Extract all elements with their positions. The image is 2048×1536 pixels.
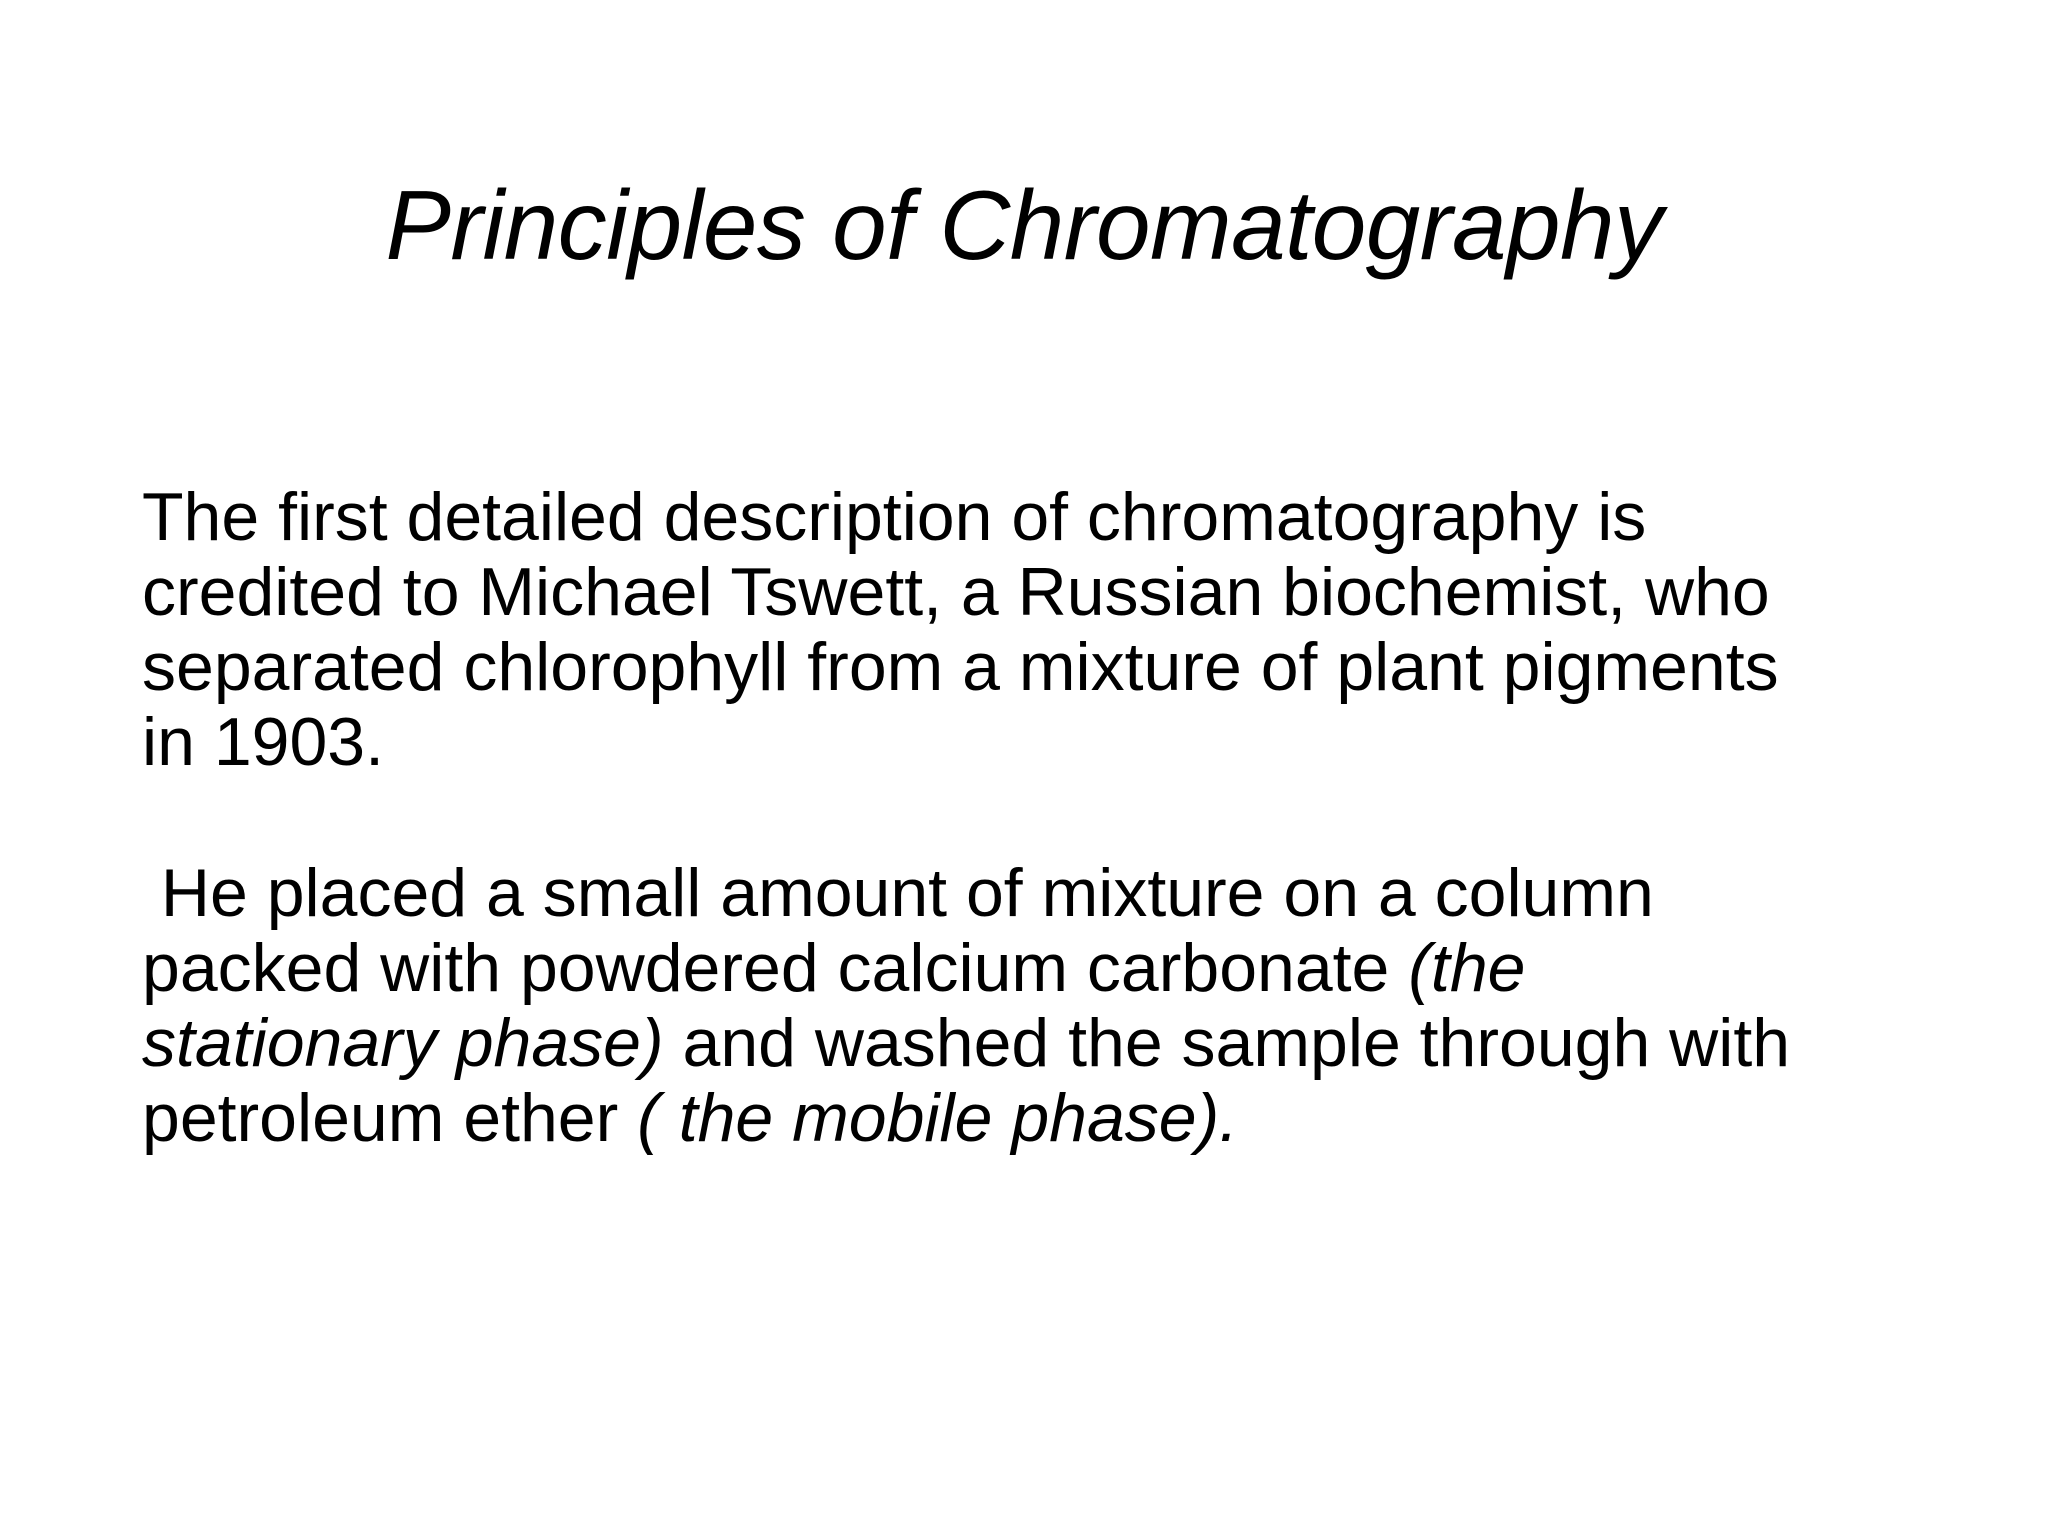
paragraph-line: He placed a small amount of mixture on a column <box>142 855 1654 931</box>
text-normal: packed with powdered calcium carbonate <box>142 930 1409 1006</box>
slide-title: Principles of Chromatography <box>385 170 1663 280</box>
text-normal: and washed the sample through with <box>663 1005 1791 1081</box>
paragraph-line <box>142 931 1942 1006</box>
paragraph-history <box>142 480 1942 780</box>
paragraph-line: in 1903. <box>142 704 384 780</box>
paragraph-line: separated chlorophyll from a mixture of plant pigments <box>142 629 1779 705</box>
text-italic: stationary phase) <box>142 1005 664 1081</box>
paragraph-line <box>142 1081 1942 1156</box>
paragraph-line <box>142 1006 1942 1081</box>
text-italic: ( the mobile phase). <box>637 1080 1239 1156</box>
slide-body <box>142 480 1942 1156</box>
paragraph-line: credited to Michael Tswett, a Russian biochemist, who <box>142 554 1770 630</box>
paragraph-line: The first detailed description of chromatography is <box>142 479 1647 555</box>
paragraph-method <box>142 856 1942 1156</box>
text-italic: (the <box>1408 930 1526 1006</box>
text-normal: petroleum ether <box>142 1080 638 1156</box>
